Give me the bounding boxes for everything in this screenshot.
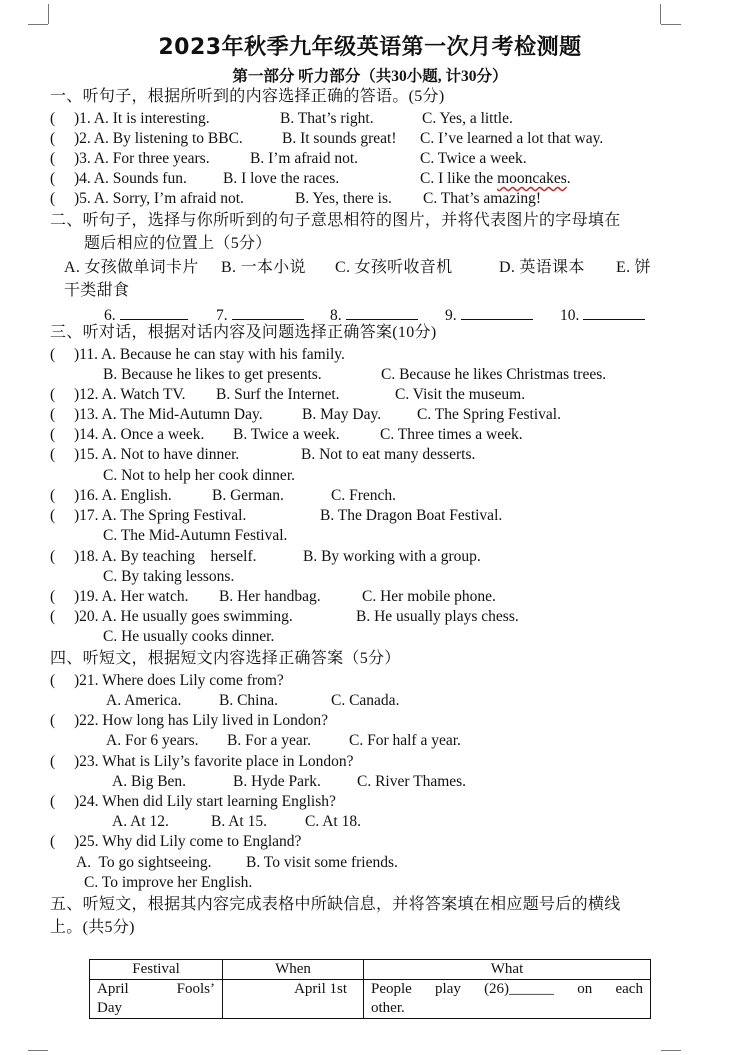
blank-7[interactable] bbox=[232, 303, 304, 320]
crop-mark-bottom-left-h bbox=[28, 1050, 48, 1051]
table-header-when: When bbox=[223, 960, 364, 980]
table-row bbox=[90, 980, 651, 1019]
question-13: ( )13. A. The Mid-Autumn Day. B. May Day. C. The Spring Festival. bbox=[50, 406, 561, 423]
question-17: ( )17. A. The Spring Festival. B. The Dragon Boat Festival. bbox=[50, 507, 503, 524]
table-cell-festival: April Fools’ Day bbox=[90, 980, 223, 1019]
question-11: ( )11. A. Because he can stay with his family. bbox=[50, 346, 345, 363]
table-header-what: What bbox=[364, 960, 651, 980]
info-table bbox=[89, 959, 651, 1019]
answer-paren[interactable]: ( bbox=[50, 588, 56, 605]
section-1-heading: 一、听句子，根据所听到的内容选择正确的答语。(5分) bbox=[50, 88, 445, 105]
answer-paren[interactable]: ( bbox=[50, 712, 56, 729]
picture-option-e-cont: 干类甜食 bbox=[64, 282, 130, 299]
answer-paren[interactable]: ( bbox=[50, 406, 56, 423]
section-3-heading: 三、听对话，根据对话内容及问题选择正确答案(10分) bbox=[50, 324, 437, 341]
answer-paren[interactable]: ( bbox=[50, 110, 56, 127]
answer-paren[interactable]: ( bbox=[50, 170, 56, 187]
answer-paren[interactable]: ( bbox=[50, 793, 56, 810]
spellcheck-word: mooncakes bbox=[497, 170, 567, 187]
crop-mark-top-left-h bbox=[28, 24, 48, 25]
answer-paren[interactable]: ( bbox=[50, 446, 56, 463]
picture-option-a: A. 女孩做单词卡片 bbox=[64, 259, 199, 276]
picture-option-b: B. 一本小说 bbox=[221, 259, 306, 276]
crop-mark-top-right-v bbox=[660, 4, 661, 24]
question-18-option-c: C. By taking lessons. bbox=[103, 568, 235, 585]
question-1: ( )1. A. It is interesting. B. That’s right. C. Yes, a little. bbox=[50, 110, 513, 127]
crop-mark-bottom-right-h bbox=[661, 1050, 681, 1051]
question-25: ( )25. Why did Lily come to England? bbox=[50, 833, 302, 850]
question-24: ( )24. When did Lily start learning English? bbox=[50, 793, 336, 810]
section-2-heading: 二、听句子，选择与你所听到的句子意思相符的图片，并将代表图片的字母填在 bbox=[50, 212, 621, 229]
question-11-options: B. Because he likes to get presents. C. Because he likes Christmas trees. bbox=[103, 366, 607, 383]
question-22: ( )22. How long has Lily lived in London? bbox=[50, 712, 328, 729]
crop-mark-top-right-h bbox=[661, 24, 681, 25]
table-cell-when: April 1st bbox=[223, 980, 364, 1019]
answer-paren[interactable]: ( bbox=[50, 608, 56, 625]
section-4-heading: 四、听短文，根据短文内容选择正确答案（5分） bbox=[50, 650, 401, 667]
picture-option-c: C. 女孩听收音机 bbox=[335, 259, 453, 276]
page-title: 2023年秋季九年级英语第一次月考检测题 bbox=[158, 35, 582, 60]
answer-paren[interactable]: ( bbox=[50, 150, 56, 167]
table-cell-what: People play (26)______ on each other. bbox=[364, 980, 651, 1019]
question-15: ( )15. A. Not to have dinner. B. Not to eat many desserts. bbox=[50, 446, 476, 463]
blank-26[interactable]: (26)______ bbox=[484, 981, 555, 997]
section-5-heading: 五、听短文，根据其内容完成表格中所缺信息，并将答案填在相应题号后的横线 bbox=[50, 896, 621, 913]
answer-paren[interactable]: ( bbox=[50, 190, 56, 207]
answer-paren[interactable]: ( bbox=[50, 426, 56, 443]
question-17-option-c: C. The Mid-Autumn Festival. bbox=[103, 527, 288, 544]
answer-paren[interactable]: ( bbox=[50, 130, 56, 147]
question-24-options: A. At 12. B. At 15. C. At 18. bbox=[112, 813, 361, 830]
question-21: ( )21. Where does Lily come from? bbox=[50, 672, 284, 689]
picture-option-d: D. 英语课本 bbox=[499, 259, 585, 276]
question-19: ( )19. A. Her watch. B. Her handbag. C. Her mobile phone. bbox=[50, 588, 496, 605]
question-18: ( )18. A. By teaching herself. B. By working with a group. bbox=[50, 548, 481, 565]
question-23-options: A. Big Ben. B. Hyde Park. C. River Thames. bbox=[112, 773, 467, 790]
table-header-festival: Festival bbox=[90, 960, 223, 980]
question-20: ( )20. A. He usually goes swimming. B. He usually plays chess. bbox=[50, 608, 519, 625]
answer-paren[interactable]: ( bbox=[50, 548, 56, 565]
question-20-option-c: C. He usually cooks dinner. bbox=[103, 628, 275, 645]
answer-paren[interactable]: ( bbox=[50, 386, 56, 403]
part-subtitle: 第一部分 听力部分（共30小题, 计30分） bbox=[232, 68, 508, 85]
question-22-options: A. For 6 years. B. For a year. C. For half a year. bbox=[106, 732, 461, 749]
question-25-option-c: C. To improve her English. bbox=[84, 874, 253, 891]
question-2: ( )2. A. By listening to BBC. B. It sounds great! C. I’ve learned a lot that way. bbox=[50, 130, 604, 147]
blank-9[interactable] bbox=[461, 303, 533, 320]
question-4: ( )4. A. Sounds fun. B. I love the races. C. I like the mooncakes. bbox=[50, 170, 571, 187]
question-5: ( )5. A. Sorry, I’m afraid not. B. Yes, there is. C. That’s amazing! bbox=[50, 190, 542, 207]
answer-paren[interactable]: ( bbox=[50, 487, 56, 504]
question-3: ( )3. A. For three years. B. I’m afraid not. C. Twice a week. bbox=[50, 150, 527, 167]
answer-paren[interactable]: ( bbox=[50, 672, 56, 689]
question-12: ( )12. A. Watch TV. B. Surf the Internet. C. Visit the museum. bbox=[50, 386, 526, 403]
blank-6[interactable] bbox=[120, 303, 188, 320]
section-2-heading-cont: 题后相应的位置上（5分） bbox=[84, 235, 272, 252]
blank-8[interactable] bbox=[346, 303, 418, 320]
answer-paren[interactable]: ( bbox=[50, 507, 56, 524]
section-5-heading-cont: 上。(共5分) bbox=[50, 919, 135, 936]
answer-paren[interactable]: ( bbox=[50, 346, 56, 363]
answer-paren[interactable]: ( bbox=[50, 833, 56, 850]
question-15-option-c: C. Not to help her cook dinner. bbox=[103, 467, 295, 484]
picture-options bbox=[64, 258, 651, 278]
question-21-options: A. America. B. China. C. Canada. bbox=[106, 692, 400, 709]
answer-paren[interactable]: ( bbox=[50, 753, 56, 770]
question-14: ( )14. A. Once a week. B. Twice a week. C. Three times a week. bbox=[50, 426, 523, 443]
table-header-row bbox=[90, 960, 651, 980]
question-16: ( )16. A. English. B. German. C. French. bbox=[50, 487, 397, 504]
question-25-options: A. To go sightseeing. B. To visit some friends. bbox=[76, 854, 398, 871]
crop-mark-top-left-v bbox=[48, 4, 49, 24]
blank-10[interactable] bbox=[583, 303, 645, 320]
question-23: ( )23. What is Lily’s favorite place in London? bbox=[50, 753, 354, 770]
picture-option-e: E. 饼 bbox=[616, 259, 651, 276]
